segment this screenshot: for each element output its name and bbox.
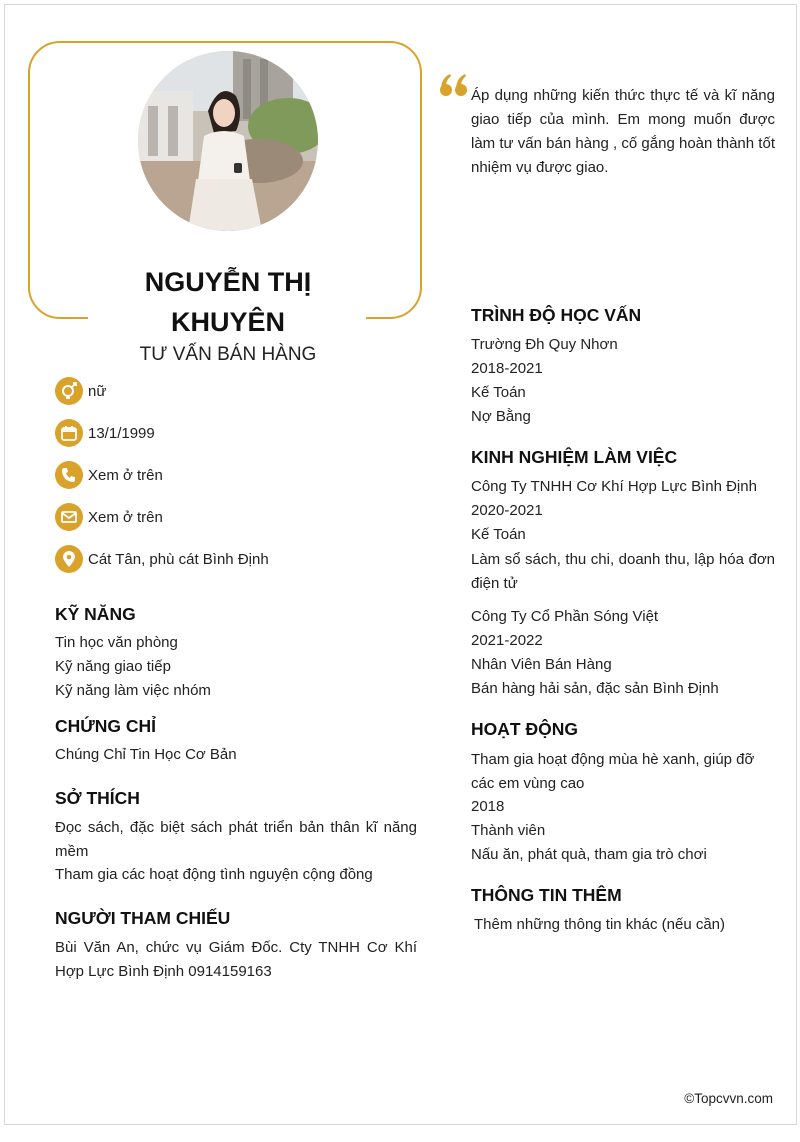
activity-description: Nấu ăn, phát quà, tham gia trò chơi — [471, 846, 707, 863]
name-line-1: NGUYỄN THỊ — [144, 267, 312, 297]
hobby-item: Tham gia các hoạt động tình nguyện cộng đồng — [55, 866, 373, 883]
job-period: 2021-2022 — [471, 632, 543, 649]
job-position: Nhân Viên Bán Hàng — [471, 656, 612, 673]
career-objective: Áp dụng những kiến thức thực tế và kĩ năng giao tiếp của mình. Em mong muốn được làm tư vấn bán hàng , cố gắng hoàn thành tốt nhiệm vụ được giao. — [471, 87, 775, 176]
job-company: Công Ty TNHH Cơ Khí Hợp Lực Bình Định — [471, 478, 757, 495]
additional-info-heading: THÔNG TIN THÊM — [471, 885, 622, 905]
hobbies-heading: SỞ THÍCH — [55, 788, 140, 808]
certificate-item: Chúng Chỉ Tin Học Cơ Bản — [55, 746, 237, 763]
skill-item: Kỹ năng làm việc nhóm — [55, 682, 211, 699]
footer-credit: ©Topcvvn.com — [684, 1091, 773, 1106]
quote-icon — [439, 72, 469, 103]
activity-role: Thành viên — [471, 822, 546, 839]
calendar-icon — [55, 419, 83, 447]
skill-item: Kỹ năng giao tiếp — [55, 658, 171, 675]
education-school: Trường Đh Quy Nhơn — [471, 336, 618, 353]
certificates-heading: CHỨNG CHỈ — [55, 716, 157, 736]
experience-heading: KINH NGHIỆM LÀM VIỆC — [471, 447, 678, 467]
job-company: Công Ty Cổ Phần Sóng Việt — [471, 608, 659, 625]
contact-birthday-text: 13/1/1999 — [88, 424, 155, 442]
name-line-2: KHUYÊN — [170, 307, 285, 337]
job-period: 2020-2021 — [471, 502, 543, 519]
contact-email-text: Xem ở trên — [88, 508, 163, 526]
job-title: TƯ VẤN BÁN HÀNG — [139, 344, 317, 365]
contact-birthday — [55, 419, 155, 447]
job-description: Làm sổ sách, thu chi, doanh thu, lập hóa đơn điện tử — [471, 551, 775, 592]
references-heading: NGƯỜI THAM CHIẾU — [55, 908, 231, 928]
education-grade: Nợ Bằng — [471, 408, 531, 425]
contact-phone — [55, 461, 163, 489]
location-icon — [55, 545, 83, 573]
avatar — [138, 51, 318, 231]
skills-heading: KỸ NĂNG — [55, 604, 136, 624]
contact-address — [55, 545, 269, 573]
contact-email — [55, 503, 163, 531]
job-position: Kế Toán — [471, 526, 526, 543]
activity-title: Tham gia hoạt động mùa hè xanh, giúp đỡ các em vùng cao — [471, 751, 755, 792]
education-major: Kế Toán — [471, 384, 526, 401]
contact-gender-text: nữ — [88, 382, 107, 400]
reference-text: Bùi Văn An, chức vụ Giám Đốc. Cty TNHH Cơ Khí Hợp Lực Bình Định 0914159163 — [55, 939, 417, 980]
hobby-item: Đọc sách, đặc biệt sách phát triển bản thân kĩ năng mềm — [55, 819, 417, 860]
contact-gender — [55, 377, 106, 405]
additional-info-text: Thêm những thông tin khác (nếu cần) — [474, 916, 726, 933]
education-period: 2018-2021 — [471, 360, 543, 377]
activities-heading: HOẠT ĐỘNG — [471, 719, 578, 739]
candidate-name — [88, 262, 368, 342]
phone-icon — [55, 461, 83, 489]
contact-address-text: Cát Tân, phù cát Bình Định — [88, 550, 269, 568]
skill-item: Tin học văn phòng — [55, 634, 178, 651]
education-heading: TRÌNH ĐỘ HỌC VẤN — [471, 305, 642, 325]
contact-phone-text: Xem ở trên — [88, 466, 163, 484]
job-description: Bán hàng hải sản, đặc sản Bình Định — [471, 680, 719, 697]
activity-year: 2018 — [471, 798, 505, 815]
mail-icon — [55, 503, 83, 531]
gender-icon — [55, 377, 83, 405]
